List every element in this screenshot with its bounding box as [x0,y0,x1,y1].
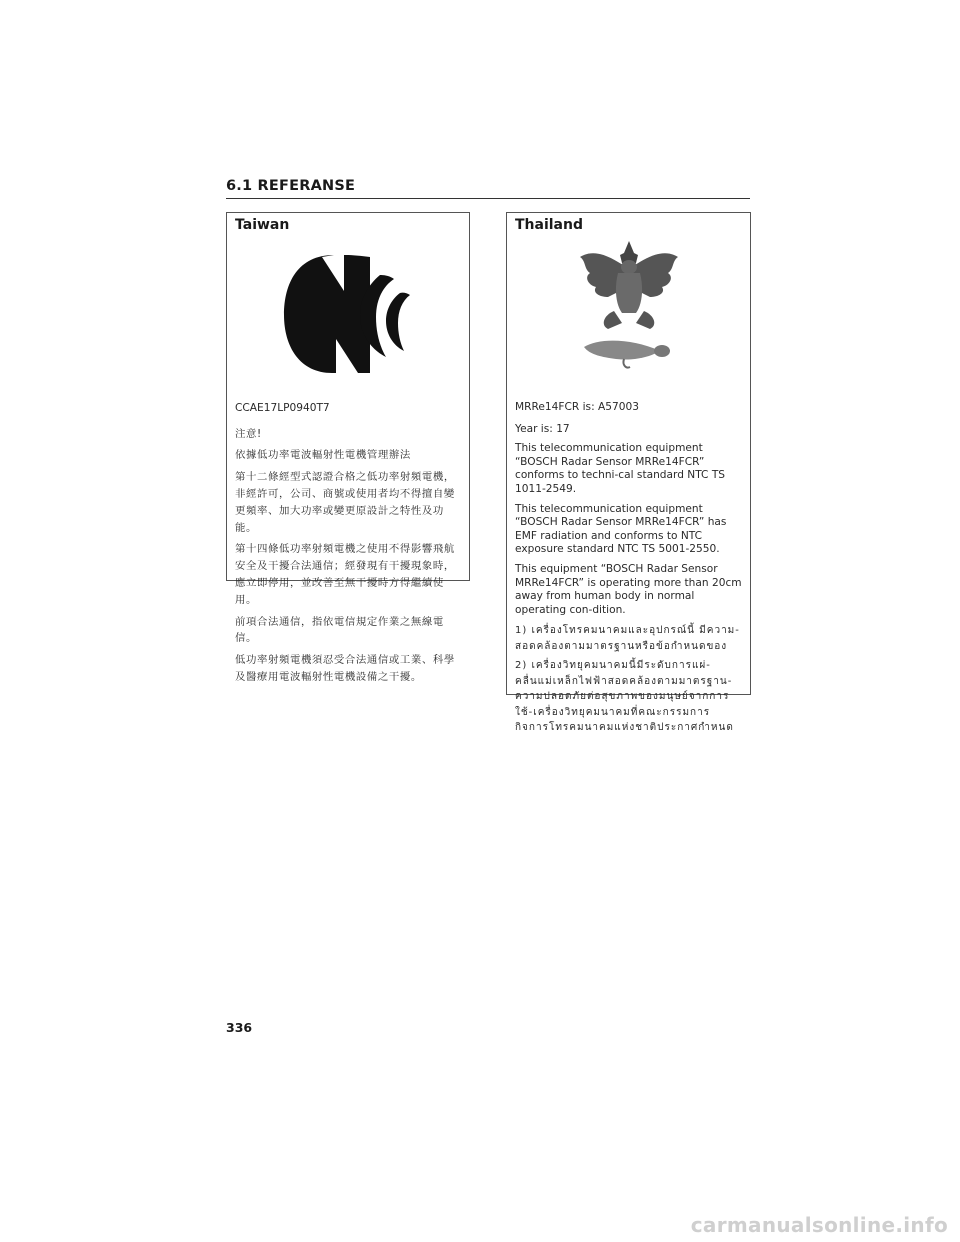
watermark: carmanualsonline.info [690,1213,948,1237]
ncc-logo-icon [282,253,414,375]
taiwan-paragraph: 注意! [235,427,262,440]
taiwan-title: Taiwan [235,217,290,233]
garuda-emblem-wrap [515,239,742,373]
thailand-paragraph: This telecommunication equipment “BOSCH Radar Sensor MRRe14FCR” has EMF radiation and conforms to NTC exposure standard NTC TS 5001-2550. [515,502,727,556]
garuda-emblem-icon [574,239,684,373]
thailand-title: Thailand [515,217,583,233]
ncc-logo-wrap [235,253,461,375]
thailand-thai-paragraph: 1) เครื่องโทรคมนาคมและอุปกรณ์นี้ มีความ-สอดคล้องตามมาตรฐานหรือข้อกำหนดของ [515,625,740,652]
taiwan-box [226,212,470,683]
taiwan-paragraph: 低功率射頻電機須忍受合法通信或工業、科學及醫療用電波輻射性電機設備之干擾。 [235,654,455,683]
thailand-paragraph: MRRe14FCR is: A57003 [515,401,639,413]
taiwan-paragraph: 第十二條經型式認證合格之低功率射頻電機，非經許可，公司、商號或使用者均不得擅自變更頻率、加大功率或變更原設計之特性及功能。 [235,471,455,534]
taiwan-paragraph: 第十四條低功率射頻電機之使用不得影響飛航安全及干擾合法通信；經發現有干擾現象時，應立即停用，並改善至無干擾時方得繼續使用。 [235,543,455,606]
thailand-box [506,212,751,734]
thailand-paragraph: Year is: 17 [515,422,570,435]
section-divider [226,198,750,199]
taiwan-paragraph: 依據低功率電波輻射性電機管理辦法 [235,449,411,462]
thailand-paragraph: This equipment “BOSCH Radar Sensor MRRe14FCR” is operating more than 20cm away from human body in normal operating con-dition. [515,562,742,616]
section-heading: 6.1 REFERANSE [226,178,356,194]
thailand-thai-paragraph: 2) เครื่องวิทยุคมนาคมนี้มีระดับการแผ่-คลื่นแม่เหล็กไฟฟ้าสอดคล้องตามมาตรฐาน-ความปลอดภัยต่อสุขภาพของมนุษย์จากการ ใช้-เครื่องวิทยุคมนาคมที่คณะกรรมการกิจการโทรคมนาคมแห่งชาติประกาศกำหนด [515,660,734,734]
thailand-paragraph: This telecommunication equipment “BOSCH Radar Sensor MRRe14FCR” conforms to techni-cal standard NTC TS 1011-2549. [515,442,726,495]
taiwan-paragraph: 前項合法通信，指依電信規定作業之無線電信。 [235,615,444,645]
taiwan-cert-code: CCAE17LP0940T7 [235,402,330,414]
page-number: 336 [226,1020,253,1035]
